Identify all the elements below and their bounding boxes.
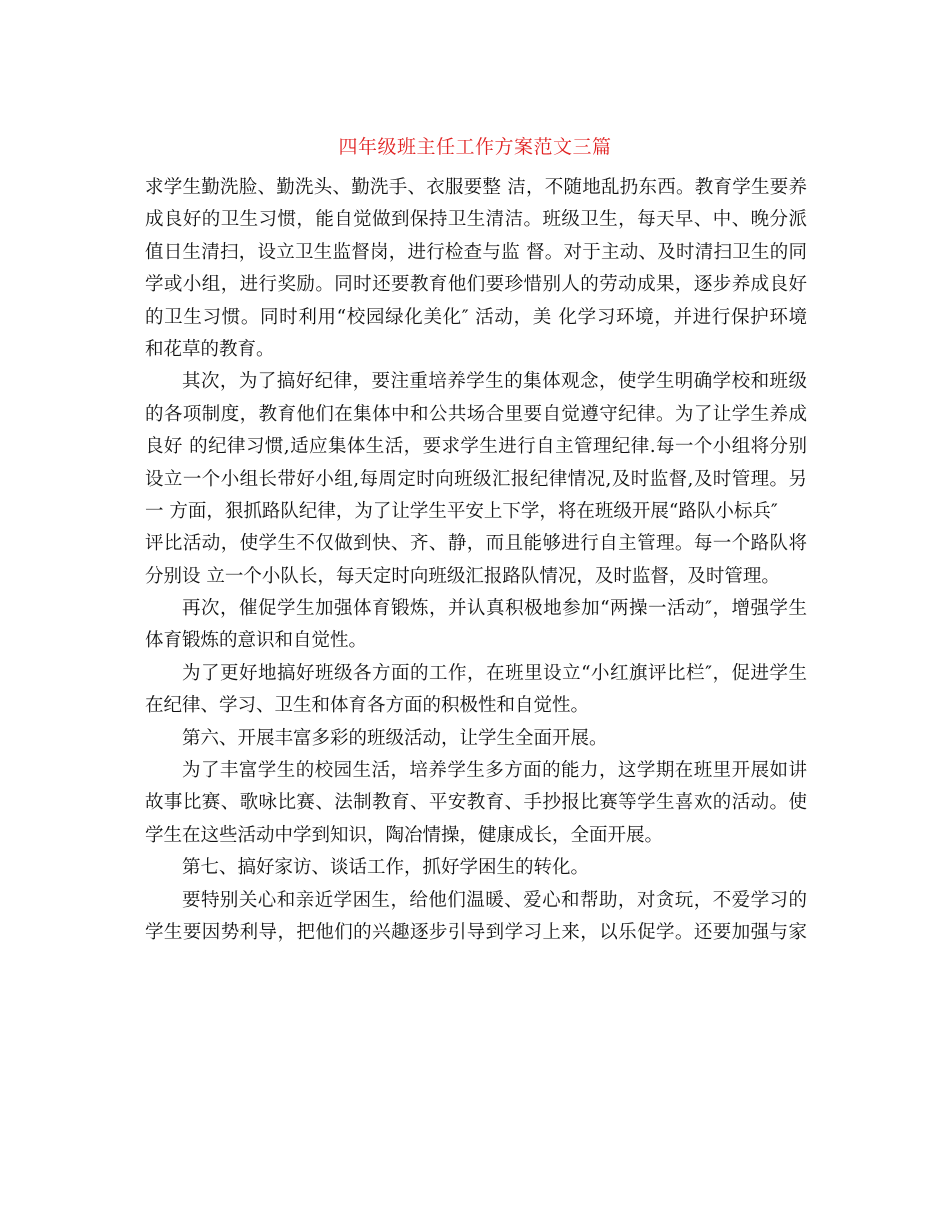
body-line: 和花草的教育。 [145, 338, 275, 360]
body-line: 学生在这些活动中学到知识，陶冶情操，健康成长，全面开展。 [145, 824, 664, 846]
body-line: 成良好的卫生习惯，能自觉做到保持卫生清洁。班级卫生，每天早、中、晚分派 [145, 209, 807, 231]
body-line: 学生要因势利导，把他们的兴趣逐步引导到学习上来，以乐促学。还要加强与家 [145, 921, 807, 943]
body-line: 求学生勤洗脸、勤洗头、勤洗手、衣服要整 洁，不随地乱扔东西。教育学生要养 [145, 177, 807, 198]
body-line: 值日生清扫，设立卫生监督岗，进行检查与监 督。对于主动、及时清扫卫生的同 [145, 241, 807, 263]
body-line: 在纪律、学习、卫生和体育各方面的积极性和自觉性。 [145, 695, 590, 717]
body-line: 故事比赛、歌咏比赛、法制教育、平安教育、手抄报比赛等学生喜欢的活动。使 [145, 792, 807, 814]
body-line: 一 方面，狠抓路队纪律，为了让学生平安上下学，将在班级开展“路队小标兵″ [145, 500, 778, 522]
body-line: 设立一个小组长带好小组,每周定时向班级汇报纪律情况,及时监督,及时管理。另 [145, 468, 807, 490]
section-heading: 第六、开展丰富多彩的班级活动，让学生全面开展。 [182, 727, 608, 749]
section-heading: 第七、搞好家访、谈话工作，抓好学困生的转化。 [182, 857, 590, 879]
body-line: 为了更好地搞好班级各方面的工作，在班里设立“小红旗评比栏″，促进学生 [182, 662, 807, 684]
body-line: 分别设 立一个小队长，每天定时向班级汇报路队情况，及时监督，及时管理。 [145, 565, 780, 587]
body-line: 的各项制度，教育他们在集体中和公共场合里要自觉遵守纪律。为了让学生养成 [145, 403, 807, 425]
body-line: 再次，催促学生加强体育锻炼，并认真积极地参加“两操一活动″，增强学生 [182, 598, 807, 620]
body-line: 评比活动，使学生不仅做到快、齐、静，而且能够进行自主管理。每一个路队将 [145, 533, 807, 555]
body-line: 要特别关心和亲近学困生，给他们温暖、爱心和帮助，对贪玩，不爱学习的 [182, 889, 807, 911]
body-line: 为了丰富学生的校园生活，培养学生多方面的能力，这学期在班里开展如讲 [182, 760, 807, 782]
document-title: 四年级班主任工作方案范文三篇 [338, 136, 612, 158]
body-line: 良好 的纪律习惯,适应集体生活，要求学生进行自主管理纪律.每一个小组将分别 [145, 436, 807, 458]
body-line: 体育锻炼的意识和自觉性。 [145, 630, 368, 652]
document-body [145, 172, 807, 949]
body-line: 的卫生习惯。同时利用“校园绿化美化″ 活动，美 化学习环境，并进行保护环境 [145, 306, 807, 328]
body-line: 学或小组，进行奖励。同时还要教育他们要珍惜别人的劳动成果，逐步养成良好 [145, 274, 807, 296]
body-line: 其次，为了搞好纪律，要注重培养学生的集体观念，使学生明确学校和班级 [182, 371, 807, 393]
